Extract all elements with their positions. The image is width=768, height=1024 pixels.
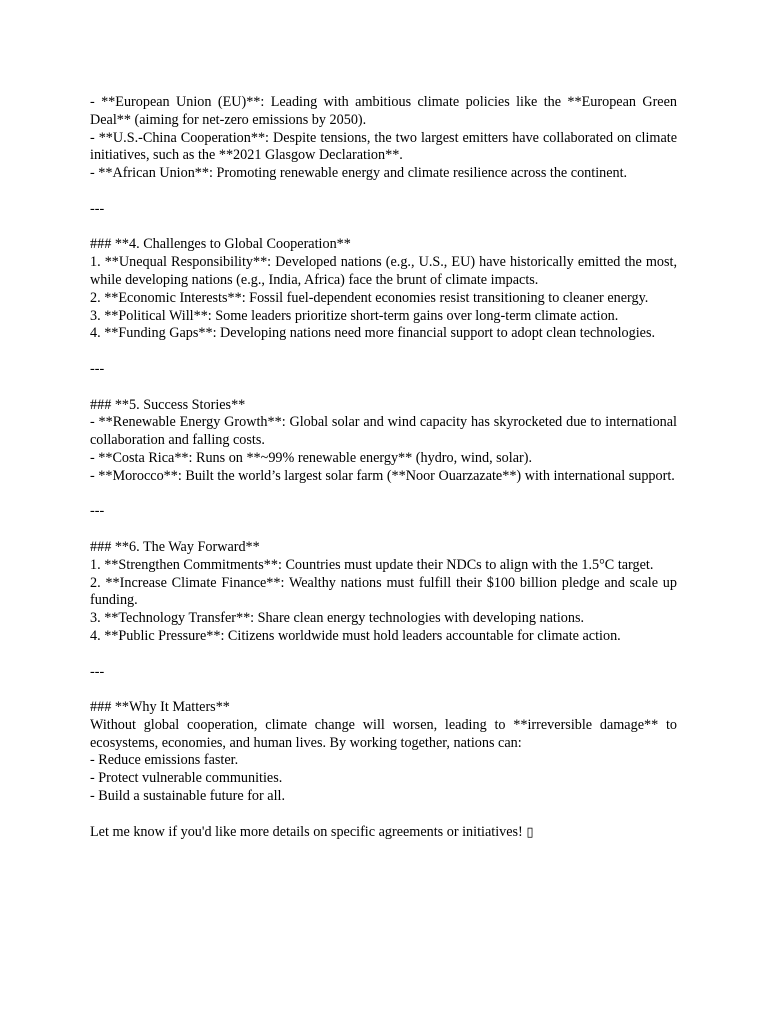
text-line bbox=[90, 165, 677, 183]
text-line-content: Without global cooperation, climate change will worsen, leading to **irreversible damage** to ecosystems, economies, and human lives. By working together, nations can: bbox=[90, 716, 677, 751]
text-line-content: 2. **Increase Climate Finance**: Wealthy nations must fulfill their $100 billion pledge and scale up funding. bbox=[90, 574, 677, 609]
text-line-content: - **Renewable Energy Growth**: Global solar and wind capacity has skyrocketed due to international collaboration and falling costs. bbox=[90, 414, 677, 449]
paragraph-gap bbox=[90, 521, 677, 539]
text-line bbox=[90, 575, 677, 611]
text-line-content: 3. **Technology Transfer**: Share clean energy technologies with developing nations. bbox=[90, 610, 585, 627]
text-line bbox=[90, 610, 677, 628]
text-line-content: --- bbox=[90, 200, 105, 217]
text-line bbox=[90, 503, 677, 521]
text-line-content: - Reduce emissions faster. bbox=[90, 752, 239, 769]
text-line bbox=[90, 824, 677, 842]
text-line bbox=[90, 325, 677, 343]
paragraph-gap bbox=[90, 806, 677, 824]
text-line bbox=[90, 539, 677, 557]
paragraph-gap bbox=[90, 219, 677, 237]
text-line-content: 4. **Funding Gaps**: Developing nations need more financial support to adopt clean technologies. bbox=[90, 325, 656, 342]
text-line bbox=[90, 664, 677, 682]
text-line bbox=[90, 201, 677, 219]
text-line-content: ### **6. The Way Forward** bbox=[90, 538, 260, 555]
text-line-content: ### **5. Success Stories** bbox=[90, 396, 246, 413]
text-line bbox=[90, 290, 677, 308]
text-line-content: - **Costa Rica**: Runs on **~99% renewable energy** (hydro, wind, solar). bbox=[90, 449, 533, 466]
text-line-content: 2. **Economic Interests**: Fossil fuel-dependent economies resist transitioning to cleaner energy. bbox=[90, 289, 649, 306]
text-line bbox=[90, 628, 677, 646]
text-line bbox=[90, 557, 677, 575]
text-line-content: ### **Why It Matters** bbox=[90, 699, 230, 716]
paragraph-gap bbox=[90, 646, 677, 664]
text-line-content: - **African Union**: Promoting renewable energy and climate resilience across the continent. bbox=[90, 165, 628, 182]
text-line-content: - **European Union (EU)**: Leading with ambitious climate policies like the **European Green Deal** (aiming for net-zero emissions by 2050). bbox=[90, 94, 677, 128]
text-line-content: Let me know if you'd like more details on specific agreements or initiatives! bbox=[90, 823, 523, 840]
text-line bbox=[90, 699, 677, 717]
text-line bbox=[90, 717, 677, 753]
paragraph-gap bbox=[90, 183, 677, 201]
text-line-content: 3. **Political Will**: Some leaders prioritize short-term gains over long-term climate action. bbox=[90, 307, 619, 324]
text-line-content: 1. **Strengthen Commitments**: Countries must update their NDCs to align with the 1.5°C target. bbox=[90, 556, 654, 573]
text-line-content: - **U.S.-China Cooperation**: Despite tensions, the two largest emitters have collaborated on climate initiatives, such as the **2021 Glasgow Declaration**. bbox=[90, 129, 677, 164]
text-line-content: --- bbox=[90, 503, 105, 520]
text-line bbox=[90, 308, 677, 326]
text-line-content: --- bbox=[90, 360, 105, 377]
text-line bbox=[90, 94, 677, 130]
document-body bbox=[90, 94, 677, 841]
text-line bbox=[90, 236, 677, 254]
paragraph-gap bbox=[90, 343, 677, 361]
text-line-content: --- bbox=[90, 663, 105, 680]
text-line bbox=[90, 788, 677, 806]
text-line bbox=[90, 361, 677, 379]
text-line-content: - Protect vulnerable communities. bbox=[90, 770, 283, 787]
text-line bbox=[90, 752, 677, 770]
paragraph-gap bbox=[90, 486, 677, 504]
text-line-content: - Build a sustainable future for all. bbox=[90, 788, 286, 805]
text-line bbox=[90, 450, 677, 468]
paragraph-gap bbox=[90, 681, 677, 699]
paragraph-gap bbox=[90, 379, 677, 397]
text-line bbox=[90, 770, 677, 788]
text-line-content: - **Morocco**: Built the world’s largest solar farm (**Noor Ouarzazate**) with international support. bbox=[90, 467, 675, 484]
text-line bbox=[90, 397, 677, 415]
missing-glyph-icon: ▯ bbox=[526, 824, 534, 840]
text-line-content: 1. **Unequal Responsibility**: Developed nations (e.g., U.S., EU) have historically emitted the most, while developing nations (e.g., India, Africa) face the brunt of climate impacts. bbox=[90, 254, 677, 288]
text-line bbox=[90, 130, 677, 166]
text-line bbox=[90, 468, 677, 486]
text-line-content: 4. **Public Pressure**: Citizens worldwide must hold leaders accountable for climate action. bbox=[90, 627, 621, 644]
text-line-content: ### **4. Challenges to Global Cooperation** bbox=[90, 236, 351, 253]
text-line bbox=[90, 414, 677, 450]
text-line bbox=[90, 254, 677, 290]
